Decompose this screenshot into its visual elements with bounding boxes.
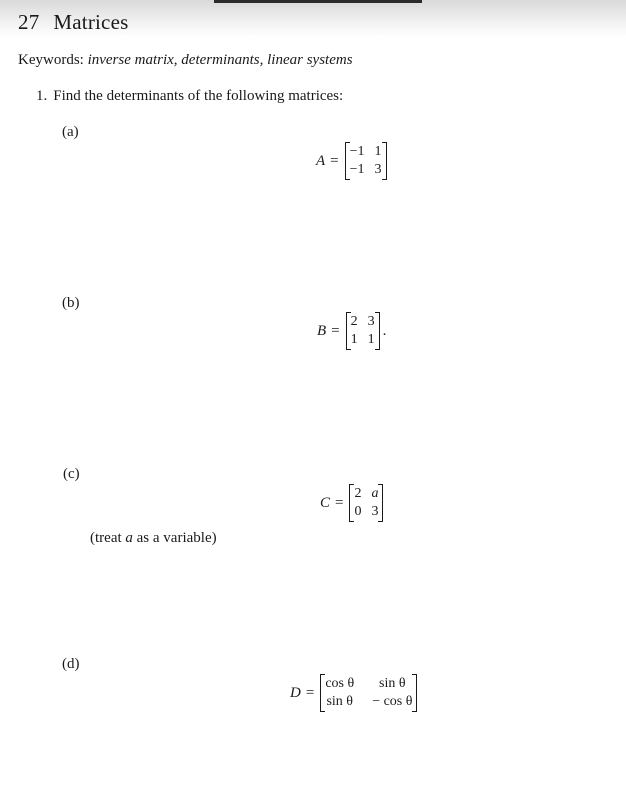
problem-statement bbox=[36, 88, 343, 105]
matrix-d bbox=[320, 674, 417, 712]
section-heading bbox=[18, 10, 128, 35]
note-suffix: as a variable) bbox=[132, 530, 217, 546]
matrix-b-name: B bbox=[317, 322, 327, 339]
matrix-c-cell-11: 2 bbox=[354, 486, 362, 501]
matrix-c-cell-12: a bbox=[371, 486, 379, 501]
note-variable: a bbox=[125, 530, 133, 546]
matrix-d-cell-11: cos θ bbox=[325, 676, 355, 691]
keywords-label: Keywords: bbox=[18, 52, 84, 68]
period: . bbox=[382, 322, 387, 339]
matrix-d-name: D bbox=[290, 684, 301, 701]
matrix-c-name: C bbox=[320, 494, 331, 511]
part-a-label: (a) bbox=[62, 124, 79, 140]
part-d-label: (d) bbox=[62, 656, 80, 672]
keywords-list: inverse matrix, determinants, linear systems bbox=[87, 52, 353, 68]
equals-sign: = bbox=[335, 494, 344, 511]
part-c-note bbox=[90, 530, 217, 547]
matrix-a-cell-11: −1 bbox=[349, 144, 365, 159]
matrix-b-cell-22: 1 bbox=[367, 332, 375, 347]
matrix-a-cell-22: 3 bbox=[374, 162, 382, 177]
matrix-a-name: A bbox=[316, 152, 326, 169]
part-b-label: (b) bbox=[62, 295, 80, 311]
section-number: 27 bbox=[18, 10, 40, 34]
part-a-equation bbox=[316, 142, 387, 180]
problem-text: Find the determinants of the following matrices: bbox=[53, 88, 344, 104]
part-d-equation bbox=[290, 674, 417, 712]
equals-sign: = bbox=[331, 322, 340, 339]
section-title: Matrices bbox=[53, 10, 129, 34]
matrix-a bbox=[345, 142, 387, 180]
matrix-b bbox=[346, 312, 380, 350]
matrix-d-cell-21: sin θ bbox=[326, 694, 354, 709]
matrix-c bbox=[349, 484, 383, 522]
matrix-a-cell-21: −1 bbox=[349, 162, 365, 177]
matrix-b-cell-21: 1 bbox=[350, 332, 358, 347]
matrix-c-cell-21: 0 bbox=[354, 504, 362, 519]
keywords-line bbox=[18, 52, 353, 69]
matrix-c-cell-22: 3 bbox=[371, 504, 379, 519]
top-divider-bar bbox=[214, 0, 422, 3]
part-b-equation bbox=[317, 312, 386, 350]
note-prefix: (treat bbox=[90, 530, 126, 546]
matrix-b-cell-12: 3 bbox=[367, 314, 375, 329]
matrix-b-cell-11: 2 bbox=[350, 314, 358, 329]
equals-sign: = bbox=[330, 152, 339, 169]
part-c-label: (c) bbox=[63, 466, 80, 482]
part-c-equation bbox=[320, 484, 383, 522]
equals-sign: = bbox=[305, 684, 315, 701]
matrix-d-cell-22: − cos θ bbox=[372, 694, 413, 709]
matrix-a-cell-12: 1 bbox=[374, 144, 382, 159]
problem-number: 1. bbox=[36, 88, 48, 104]
matrix-d-cell-12: sin θ bbox=[379, 676, 406, 691]
